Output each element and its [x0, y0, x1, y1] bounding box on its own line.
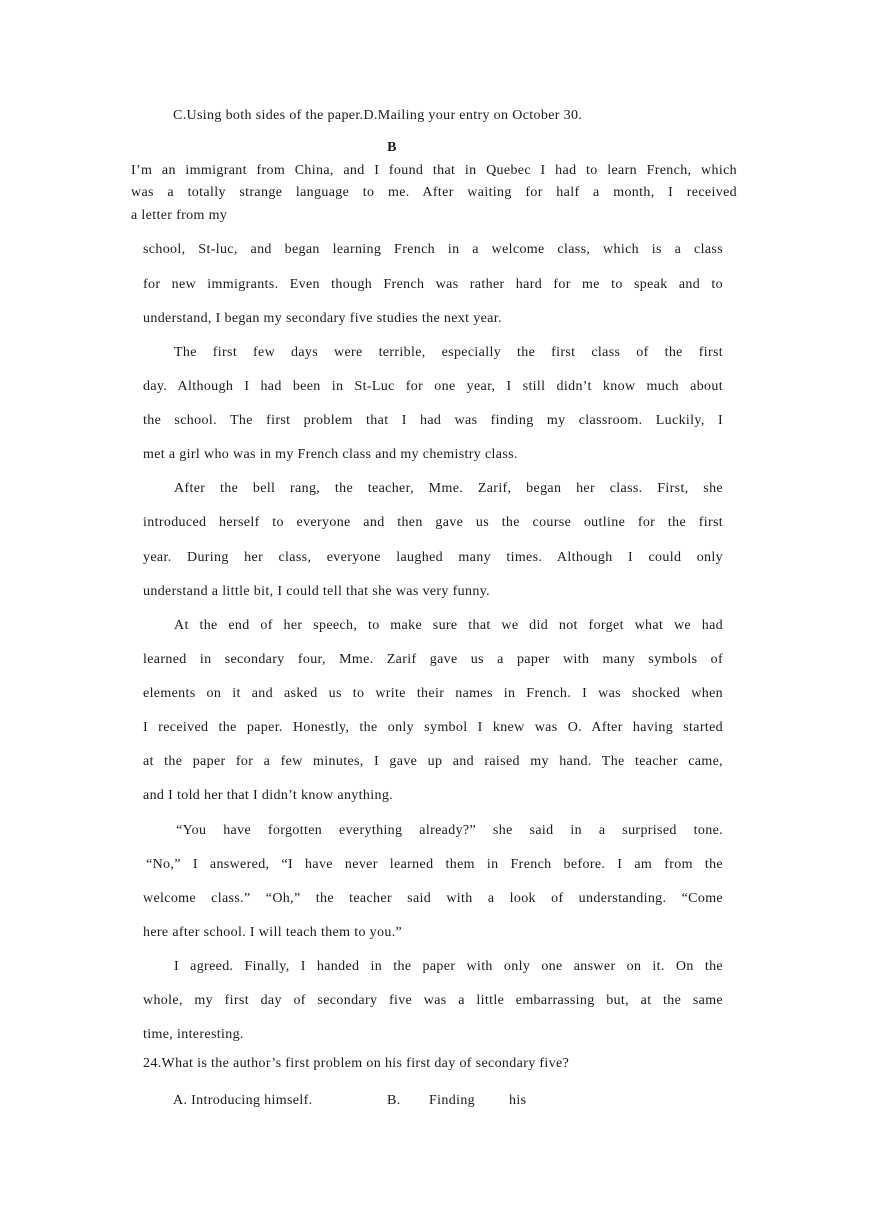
- paragraph-4-line-4: I received the paper. Honestly, the only symbol I knew was O. After having started: [143, 720, 723, 735]
- paragraph-1-line-3: a letter from my: [131, 208, 228, 223]
- paragraph-3-line-1: After the bell rang, the teacher, Mme. Zarif, began her class. First, she: [174, 481, 723, 496]
- paragraph-4-line-5: at the paper for a few minutes, I gave up and raised my hand. The teacher came,: [143, 754, 723, 769]
- paragraph-1-line-1: I’m an immigrant from China, and I found that in Quebec I had to learn French, which: [131, 163, 737, 178]
- previous-question-options: C.Using both sides of the paper.D.Mailing your entry on October 30.: [173, 108, 583, 123]
- paragraph-1-line-2: was a totally strange language to me. After waiting for half a month, I received: [131, 185, 737, 200]
- paragraph-3-line-4: understand a little bit, I could tell that she was very funny.: [143, 584, 490, 599]
- paragraph-3-line-2: introduced herself to everyone and then gave us the course outline for the first: [143, 515, 723, 530]
- paragraph-4-line-1: At the end of her speech, to make sure that we did not forget what we had: [174, 618, 723, 633]
- question-24-stem: 24.What is the author’s first problem on his first day of secondary five?: [143, 1056, 570, 1071]
- paragraph-2-line-4: met a girl who was in my French class and my chemistry class.: [143, 447, 518, 462]
- paragraph-5-line-1: “You have forgotten everything already?” she said in a surprised tone.: [176, 823, 723, 838]
- paragraph-4-line-2: learned in secondary four, Mme. Zarif gave us a paper with many symbols of: [143, 652, 723, 667]
- paragraph-4-line-6: and I told her that I didn’t know anything.: [143, 788, 394, 803]
- paragraph-6-line-2: whole, my first day of secondary five was a little embarrassing but, at the same: [143, 993, 723, 1008]
- paragraph-1-line-5: for new immigrants. Even though French was rather hard for me to speak and to: [143, 277, 723, 292]
- paragraph-3-line-3: year. During her class, everyone laughed many times. Although I could only: [143, 550, 723, 565]
- paragraph-4-line-3: elements on it and asked us to write their names in French. I was shocked when: [143, 686, 723, 701]
- question-24-option-b-word-1: Finding: [429, 1093, 476, 1108]
- paragraph-1-line-4: school, St-luc, and began learning French in a welcome class, which is a class: [143, 242, 723, 257]
- question-24-option-b-word-2: his: [509, 1093, 527, 1108]
- section-heading: B: [387, 140, 397, 155]
- question-24-option-b-label: B.: [387, 1093, 401, 1108]
- paragraph-2-line-3: the school. The first problem that I had was finding my classroom. Luckily, I: [143, 413, 723, 428]
- question-24-option-a: A. Introducing himself.: [173, 1093, 313, 1108]
- paragraph-5-line-4: here after school. I will teach them to you.”: [143, 925, 403, 940]
- paragraph-5-line-3: welcome class.” “Oh,” the teacher said with a look of understanding. “Come: [143, 891, 723, 906]
- paragraph-2-line-1: The first few days were terrible, especially the first class of the first: [174, 345, 723, 360]
- paragraph-6-line-1: I agreed. Finally, I handed in the paper with only one answer on it. On the: [174, 959, 723, 974]
- paragraph-2-line-2: day. Although I had been in St-Luc for one year, I still didn’t know much about: [143, 379, 723, 394]
- paragraph-6-line-3: time, interesting.: [143, 1027, 244, 1042]
- paragraph-5-line-2: “No,” I answered, “I have never learned them in French before. I am from the: [146, 857, 723, 872]
- paragraph-1-line-6: understand, I began my secondary five studies the next year.: [143, 311, 502, 326]
